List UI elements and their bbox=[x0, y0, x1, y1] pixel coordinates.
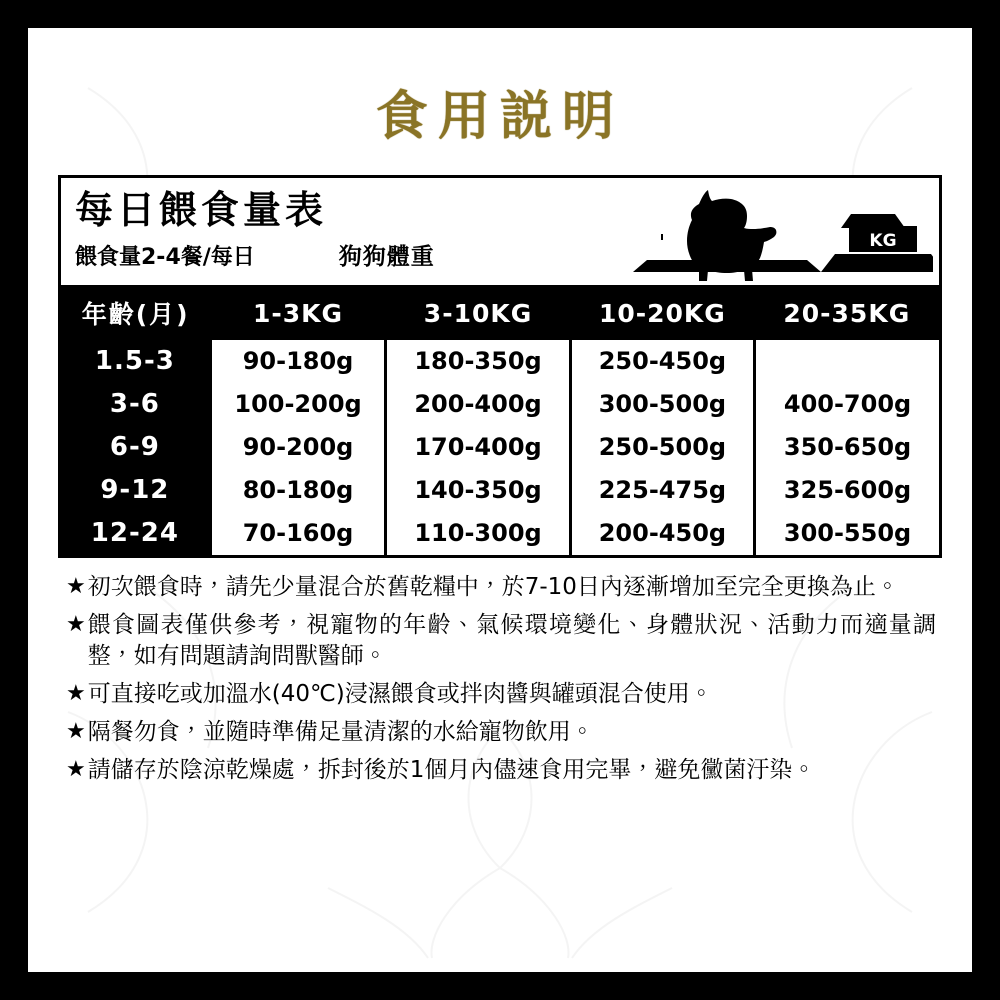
list-item bbox=[66, 679, 936, 711]
star-icon: ★ bbox=[66, 681, 86, 707]
list-item bbox=[66, 717, 936, 749]
note-text: 初次餵食時，請先少量混合於舊乾糧中，於7-10日內逐漸增加至完全更換為止。 bbox=[87, 574, 899, 600]
cell-amount: 70-160g bbox=[210, 512, 386, 555]
table-row bbox=[61, 383, 939, 426]
column-header-weight-1: 1-3KG bbox=[210, 288, 386, 340]
poster-panel bbox=[28, 28, 972, 972]
column-header-weight-3: 10-20KG bbox=[570, 288, 754, 340]
poster-content bbox=[28, 74, 972, 786]
list-item bbox=[66, 755, 936, 787]
scale-kg-label: KG bbox=[869, 231, 897, 251]
cell-amount: 170-400g bbox=[386, 426, 570, 469]
row-age-label: 1.5-3 bbox=[61, 340, 210, 383]
cell-amount: 250-500g bbox=[570, 426, 754, 469]
star-icon: ★ bbox=[66, 756, 86, 782]
star-icon: ★ bbox=[66, 574, 86, 599]
column-header-age: 年齡(月) bbox=[61, 288, 210, 340]
table-row bbox=[61, 512, 939, 555]
cell-amount: 90-200g bbox=[210, 426, 386, 469]
cell-amount: 80-180g bbox=[210, 469, 386, 512]
feeding-table-header bbox=[61, 178, 939, 288]
star-icon: ★ bbox=[66, 611, 86, 637]
feeding-table-card bbox=[58, 175, 942, 558]
list-item bbox=[66, 572, 936, 604]
dog-on-scale-illustration bbox=[603, 182, 933, 286]
row-age-label: 9-12 bbox=[61, 469, 210, 512]
cell-amount: 325-600g bbox=[783, 476, 912, 504]
cell-amount bbox=[755, 340, 939, 383]
note-text: 可直接吃或加溫水(40℃)浸濕餵食或拌肉醬與罐頭混合使用。 bbox=[87, 681, 713, 708]
row-age-label: 12-24 bbox=[61, 512, 210, 555]
cell-amount: 180-350g bbox=[386, 340, 570, 383]
dog-weight-label: 狗狗體重 bbox=[338, 243, 435, 270]
cell-amount: 225-475g bbox=[570, 469, 754, 512]
cell-amount: 90-180g bbox=[210, 340, 386, 383]
row-age-label: 3-6 bbox=[61, 383, 210, 426]
cell-amount: 140-350g bbox=[386, 469, 570, 512]
feeding-amount-table bbox=[61, 288, 939, 555]
note-text: 隔餐勿食，並隨時準備足量清潔的水給寵物飲用。 bbox=[87, 718, 594, 745]
cell-amount: 300-500g bbox=[570, 383, 754, 426]
cell-amount: 350-650g bbox=[783, 433, 912, 461]
note-text: 餵食圖表僅供參考，視寵物的年齡、氣候環境變化、身體狀況、活動力而適量調整，如有問題請詢問獸醫師。 bbox=[87, 611, 936, 670]
note-text: 請儲存於陰涼乾燥處，拆封後於1個月內儘速食用完畢，避免黴菌汙染。 bbox=[87, 756, 816, 783]
cell-amount: 200-400g bbox=[386, 383, 570, 426]
table-header-row bbox=[61, 288, 939, 340]
cell-amount: 110-300g bbox=[386, 512, 570, 555]
cell-amount: 400-700g bbox=[783, 390, 912, 418]
table-row bbox=[61, 340, 939, 383]
column-header-weight-2: 3-10KG bbox=[386, 288, 570, 340]
column-header-weight-4: 20-35KG bbox=[755, 288, 939, 340]
cell-amount: 200-450g bbox=[570, 512, 754, 555]
notes-list bbox=[58, 572, 942, 786]
table-row bbox=[61, 426, 939, 469]
cell-amount: 250-450g bbox=[570, 340, 754, 383]
row-age-label: 6-9 bbox=[61, 426, 210, 469]
star-icon: ★ bbox=[66, 718, 86, 744]
table-row bbox=[61, 469, 939, 512]
page-title: 食用説明 bbox=[375, 87, 624, 147]
list-item bbox=[66, 610, 936, 673]
feeding-frequency-label: 餵食量2-4餐/每日 bbox=[75, 244, 255, 270]
feeding-table-heading: 每日餵食量表 bbox=[75, 188, 328, 232]
cell-amount: 300-550g bbox=[783, 519, 912, 547]
cell-amount: 100-200g bbox=[210, 383, 386, 426]
